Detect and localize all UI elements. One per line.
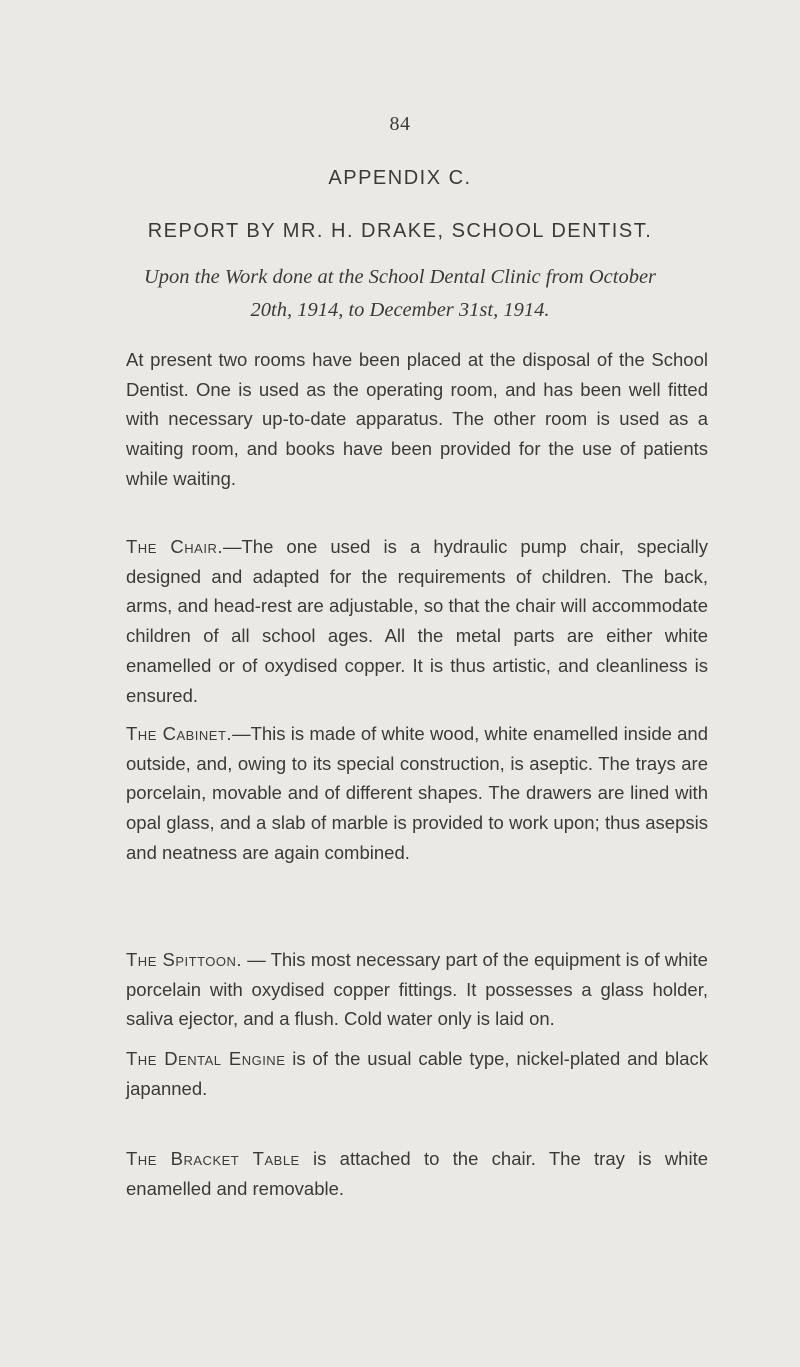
paragraph-bracket-table	[126, 1144, 708, 1203]
paragraph-dental-engine-heading: The Dental Engine	[126, 1048, 286, 1069]
appendix-title: APPENDIX C.	[328, 167, 472, 189]
paragraph-spittoon	[126, 945, 708, 1034]
paragraph-intro-text: At present two rooms have been placed at the disposal of the School Dentist. One is used as the operating room, and has been well fitted with necessary up-to-date apparatus. The other room is used as a waiting room, and books have been provided for the use of patients while waiting.	[126, 349, 708, 489]
paragraph-intro	[126, 345, 708, 494]
report-title: REPORT BY MR. H. DRAKE, SCHOOL DENTIST.	[147, 220, 653, 242]
paragraph-bracket-table-text: is attached to the chair. The tray is white enamelled and removable.	[126, 1148, 709, 1199]
paragraph-cabinet-heading: The Cabinet.	[126, 723, 233, 744]
paragraph-spittoon-heading: The Spittoon.	[126, 949, 243, 970]
paragraph-dental-engine	[126, 1044, 708, 1103]
paragraph-cabinet-text: —This is made of white wood, white enamelled inside and outside, and, owing to its special construction, is aseptic. The trays are porcelain, movable and of different shapes. The drawers are lined with opal glass, and a slab of marble is provided to work upon; thus asepsis and neatness are again combined.	[126, 723, 709, 863]
paragraph-chair-heading: The Chair.	[126, 536, 223, 557]
report-subtitle: Upon the Work done at the School Dental Clinic from October 20th, 1914, to December 31st, 1914.	[143, 266, 657, 321]
paragraph-spittoon-text: — This most necessary part of the equipment is of white porcelain with oxydised copper fittings. It possesses a glass holder, saliva ejector, and a flush. Cold water only is laid on.	[126, 949, 708, 1030]
paragraph-chair	[126, 532, 708, 710]
paragraph-bracket-table-heading: The Bracket Table	[126, 1148, 300, 1169]
page-number: 84	[389, 113, 411, 135]
paragraph-dental-engine-text: is of the usual cable type, nickel-plated and black japanned.	[126, 1048, 708, 1099]
paragraph-chair-text: —The one used is a hydraulic pump chair, specially designed and adapted for the requirements of children. The back, arms, and head-rest are adjustable, so that the chair will accommodate children of all school ages. All the metal parts are either white enamelled or of oxydised copper. It is thus artistic, and cleanliness is ensured.	[126, 536, 708, 706]
paragraph-cabinet	[126, 719, 708, 868]
